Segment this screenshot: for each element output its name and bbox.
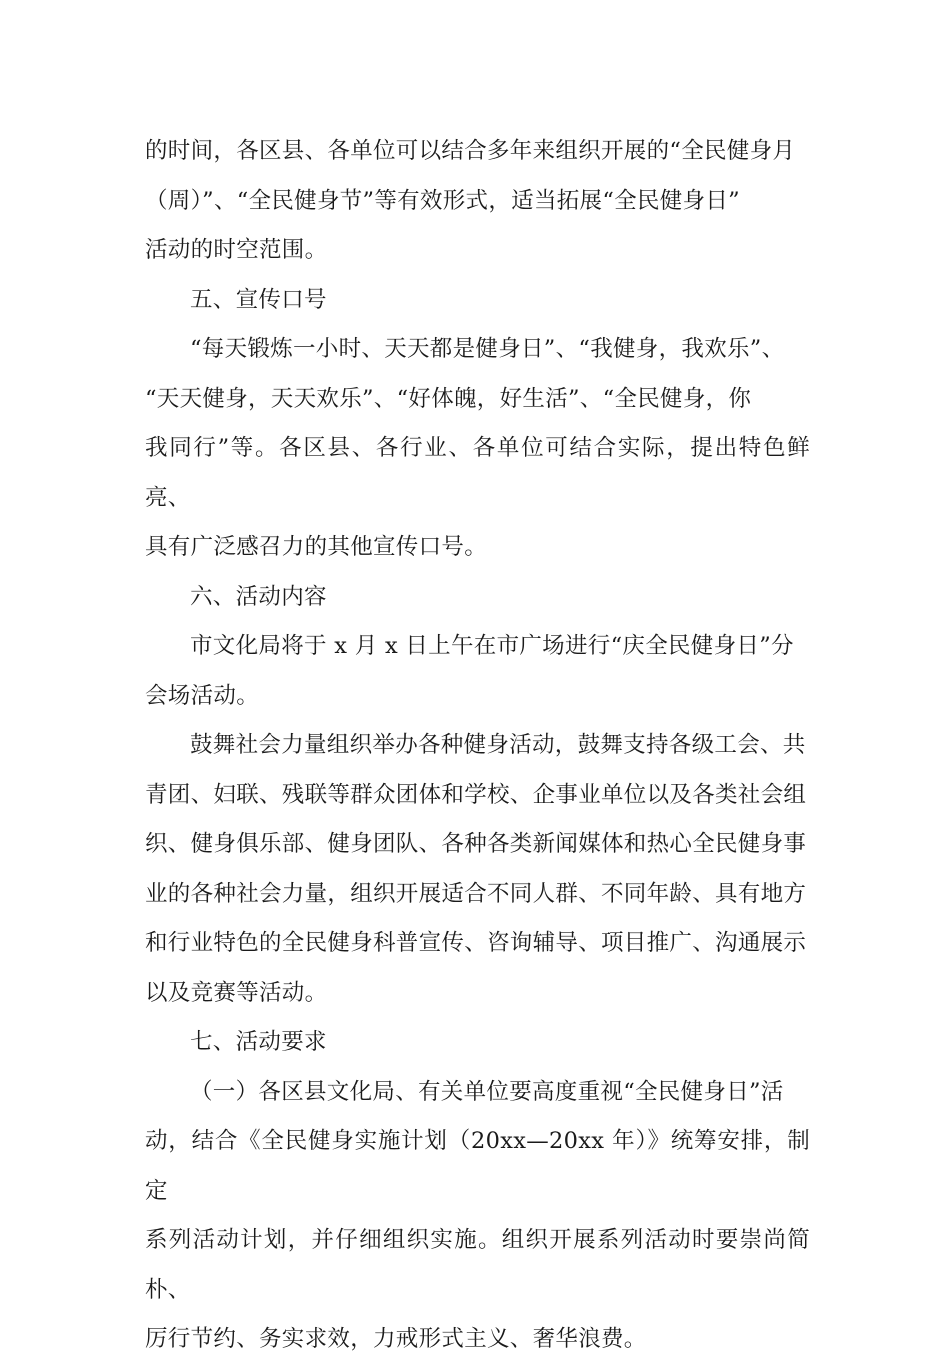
paragraph-slogans — [145, 325, 810, 573]
text-line: 鼓舞社会力量组织举办各种健身活动，鼓舞支持各级工会、共 — [190, 732, 806, 758]
section-heading-7 — [145, 1018, 810, 1068]
section-heading-5 — [145, 276, 810, 326]
text-line: “天天健身，天天欢乐”、“好体魄，好生活”、“全民健身，你 — [145, 385, 752, 412]
text-line: （一）各区县文化局、有关单位要高度重视“全民健身日”活 — [190, 1078, 784, 1105]
heading-text: 五、宣传口号 — [190, 286, 327, 313]
section-heading-6 — [145, 573, 810, 623]
text-line: 活动的时空范围。 — [145, 237, 328, 263]
text-line: 市文化局将于 x 月 x 日上午在市广场进行“庆全民健身日”分 — [190, 633, 794, 659]
paragraph-event — [145, 622, 810, 721]
paragraph-social-forces — [145, 721, 810, 1018]
document-body — [145, 127, 810, 1365]
text-line: 具有广泛感召力的其他宣传口号。 — [145, 534, 488, 560]
text-line: （周）”、“全民健身节”等有效形式，适当拓展“全民健身日” — [145, 187, 740, 214]
text-line: 动，结合《全民健身实施计划（20xx—20xx 年）》统筹安排，制定 — [145, 1128, 810, 1204]
text-line: 织、健身俱乐部、健身团队、各种各类新闻媒体和热心全民健身事 — [145, 831, 807, 857]
text-line: 业的各种社会力量，组织开展适合不同人群、不同年龄、具有地方 — [145, 880, 807, 907]
paragraph-continuation — [145, 127, 810, 276]
text-line: 和行业特色的全民健身科普宣传、咨询辅导、项目推广、沟通展示 — [145, 930, 807, 956]
text-line: 青团、妇联、残联等群众团体和学校、企事业单位以及各类社会组 — [145, 781, 807, 808]
text-line: 会场活动。 — [145, 682, 260, 709]
heading-text: 六、活动内容 — [190, 583, 327, 610]
paragraph-requirements-1 — [145, 1068, 810, 1365]
text-line: 我同行”等。各区县、各行业、各单位可结合实际，提出特色鲜亮、 — [145, 435, 810, 511]
text-line: 系列活动计划，并仔细组织实施。组织开展系列活动时要崇尚简朴、 — [145, 1227, 810, 1303]
text-line: 的时间，各区县、各单位可以结合多年来组织开展的“全民健身月 — [145, 138, 796, 164]
text-line: 厉行节约、务实求效，力戒形式主义、奢华浪费。 — [145, 1326, 647, 1352]
text-line: 以及竞赛等活动。 — [145, 979, 328, 1006]
heading-text: 七、活动要求 — [190, 1029, 327, 1055]
text-line: “每天锻炼一小时、天天都是健身日”、“我健身，我欢乐”、 — [190, 336, 785, 362]
